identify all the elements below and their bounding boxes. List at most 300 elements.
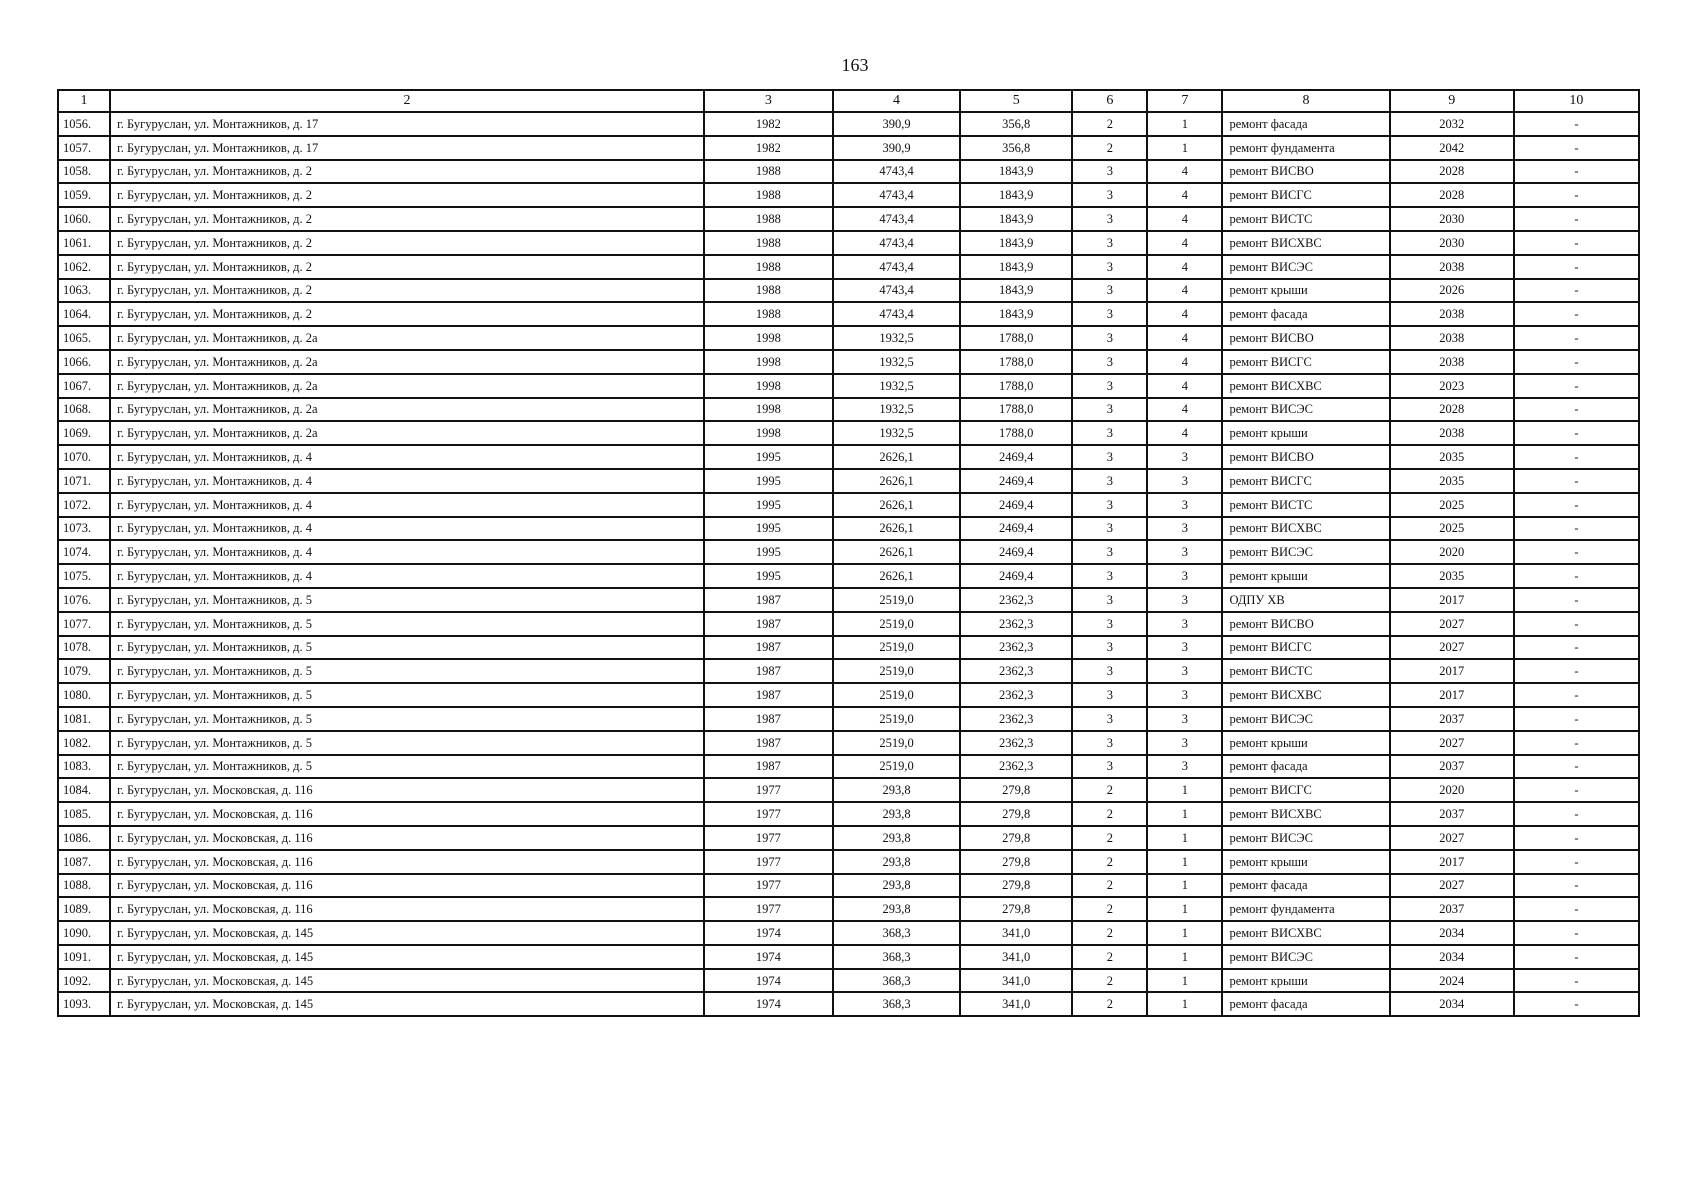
row-number-cell: 1092. <box>58 969 110 993</box>
table-row <box>58 921 1639 945</box>
year-built-cell: 1995 <box>704 493 833 517</box>
table-row <box>58 207 1639 231</box>
year-built-cell: 1988 <box>704 183 833 207</box>
living-area-cell: 2362,3 <box>960 659 1072 683</box>
address-cell: г. Бугуруслан, ул. Монтажников, д. 2а <box>110 421 704 445</box>
year-built-cell: 1995 <box>704 517 833 541</box>
living-area-cell: 2469,4 <box>960 493 1072 517</box>
planned-year-cell: 2028 <box>1390 398 1514 422</box>
row-number-cell: 1063. <box>58 279 110 303</box>
planned-year-cell: 2025 <box>1390 517 1514 541</box>
planned-year-cell: 2027 <box>1390 826 1514 850</box>
total-area-cell: 1932,5 <box>833 350 960 374</box>
row-number-cell: 1059. <box>58 183 110 207</box>
cost-cell: - <box>1514 969 1639 993</box>
year-built-cell: 1995 <box>704 540 833 564</box>
table-row <box>58 160 1639 184</box>
floors-cell: 3 <box>1072 493 1147 517</box>
planned-year-cell: 2038 <box>1390 326 1514 350</box>
table-row <box>58 231 1639 255</box>
row-number-cell: 1087. <box>58 850 110 874</box>
year-built-cell: 1977 <box>704 850 833 874</box>
table-row <box>58 136 1639 160</box>
table-row <box>58 850 1639 874</box>
planned-year-cell: 2042 <box>1390 136 1514 160</box>
row-number-cell: 1071. <box>58 469 110 493</box>
entrances-cell: 1 <box>1147 112 1222 136</box>
work-type-cell: ремонт ВИСЭС <box>1222 707 1389 731</box>
address-cell: г. Бугуруслан, ул. Монтажников, д. 5 <box>110 707 704 731</box>
living-area-cell: 279,8 <box>960 897 1072 921</box>
living-area-cell: 279,8 <box>960 874 1072 898</box>
cost-cell: - <box>1514 493 1639 517</box>
table-row <box>58 945 1639 969</box>
table-row <box>58 255 1639 279</box>
table-row <box>58 493 1639 517</box>
living-area-cell: 2362,3 <box>960 683 1072 707</box>
total-area-cell: 2626,1 <box>833 517 960 541</box>
living-area-cell: 2362,3 <box>960 636 1072 660</box>
planned-year-cell: 2017 <box>1390 588 1514 612</box>
total-area-cell: 4743,4 <box>833 302 960 326</box>
address-cell: г. Бугуруслан, ул. Монтажников, д. 5 <box>110 636 704 660</box>
living-area-cell: 1788,0 <box>960 421 1072 445</box>
work-type-cell: ремонт фасада <box>1222 302 1389 326</box>
work-type-cell: ремонт ВИСТС <box>1222 493 1389 517</box>
floors-cell: 2 <box>1072 136 1147 160</box>
column-header: 5 <box>960 90 1072 112</box>
work-type-cell: ремонт ВИСГС <box>1222 350 1389 374</box>
total-area-cell: 2519,0 <box>833 588 960 612</box>
row-number-cell: 1058. <box>58 160 110 184</box>
total-area-cell: 2519,0 <box>833 731 960 755</box>
entrances-cell: 4 <box>1147 160 1222 184</box>
cost-cell: - <box>1514 374 1639 398</box>
entrances-cell: 1 <box>1147 992 1222 1016</box>
table-row <box>58 421 1639 445</box>
total-area-cell: 293,8 <box>833 897 960 921</box>
cost-cell: - <box>1514 992 1639 1016</box>
entrances-cell: 3 <box>1147 755 1222 779</box>
total-area-cell: 293,8 <box>833 850 960 874</box>
table-row <box>58 897 1639 921</box>
address-cell: г. Бугуруслан, ул. Московская, д. 145 <box>110 945 704 969</box>
floors-cell: 2 <box>1072 921 1147 945</box>
row-number-cell: 1069. <box>58 421 110 445</box>
planned-year-cell: 2027 <box>1390 612 1514 636</box>
cost-cell: - <box>1514 564 1639 588</box>
work-type-cell: ремонт ВИСТС <box>1222 659 1389 683</box>
row-number-cell: 1077. <box>58 612 110 636</box>
living-area-cell: 2362,3 <box>960 755 1072 779</box>
entrances-cell: 3 <box>1147 469 1222 493</box>
cost-cell: - <box>1514 350 1639 374</box>
living-area-cell: 1843,9 <box>960 183 1072 207</box>
year-built-cell: 1995 <box>704 445 833 469</box>
entrances-cell: 3 <box>1147 707 1222 731</box>
entrances-cell: 4 <box>1147 255 1222 279</box>
living-area-cell: 341,0 <box>960 945 1072 969</box>
floors-cell: 2 <box>1072 969 1147 993</box>
address-cell: г. Бугуруслан, ул. Монтажников, д. 4 <box>110 517 704 541</box>
living-area-cell: 2469,4 <box>960 469 1072 493</box>
planned-year-cell: 2027 <box>1390 874 1514 898</box>
floors-cell: 3 <box>1072 231 1147 255</box>
planned-year-cell: 2028 <box>1390 183 1514 207</box>
total-area-cell: 1932,5 <box>833 326 960 350</box>
entrances-cell: 1 <box>1147 921 1222 945</box>
year-built-cell: 1987 <box>704 612 833 636</box>
work-type-cell: ремонт фундамента <box>1222 136 1389 160</box>
cost-cell: - <box>1514 850 1639 874</box>
year-built-cell: 1977 <box>704 826 833 850</box>
planned-year-cell: 2035 <box>1390 469 1514 493</box>
floors-cell: 3 <box>1072 302 1147 326</box>
work-type-cell: ремонт крыши <box>1222 421 1389 445</box>
entrances-cell: 3 <box>1147 636 1222 660</box>
address-cell: г. Бугуруслан, ул. Монтажников, д. 4 <box>110 564 704 588</box>
total-area-cell: 2626,1 <box>833 445 960 469</box>
cost-cell: - <box>1514 731 1639 755</box>
living-area-cell: 279,8 <box>960 802 1072 826</box>
year-built-cell: 1988 <box>704 255 833 279</box>
cost-cell: - <box>1514 421 1639 445</box>
column-header: 6 <box>1072 90 1147 112</box>
work-type-cell: ремонт ВИСГС <box>1222 183 1389 207</box>
living-area-cell: 1843,9 <box>960 302 1072 326</box>
planned-year-cell: 2025 <box>1390 493 1514 517</box>
table-row <box>58 398 1639 422</box>
year-built-cell: 1977 <box>704 778 833 802</box>
row-number-cell: 1065. <box>58 326 110 350</box>
work-type-cell: ремонт ВИСХВС <box>1222 517 1389 541</box>
work-type-cell: ремонт ВИСГС <box>1222 778 1389 802</box>
cost-cell: - <box>1514 112 1639 136</box>
entrances-cell: 3 <box>1147 612 1222 636</box>
floors-cell: 3 <box>1072 731 1147 755</box>
year-built-cell: 1995 <box>704 564 833 588</box>
column-header: 8 <box>1222 90 1389 112</box>
work-type-cell: ремонт фасада <box>1222 755 1389 779</box>
row-number-cell: 1066. <box>58 350 110 374</box>
cost-cell: - <box>1514 517 1639 541</box>
year-built-cell: 1987 <box>704 707 833 731</box>
table-row <box>58 112 1639 136</box>
total-area-cell: 4743,4 <box>833 279 960 303</box>
planned-year-cell: 2034 <box>1390 992 1514 1016</box>
work-type-cell: ремонт ВИСЭС <box>1222 826 1389 850</box>
row-number-cell: 1084. <box>58 778 110 802</box>
work-type-cell: ремонт крыши <box>1222 279 1389 303</box>
living-area-cell: 2469,4 <box>960 445 1072 469</box>
living-area-cell: 2469,4 <box>960 564 1072 588</box>
planned-year-cell: 2038 <box>1390 302 1514 326</box>
row-number-cell: 1085. <box>58 802 110 826</box>
total-area-cell: 2626,1 <box>833 469 960 493</box>
floors-cell: 3 <box>1072 517 1147 541</box>
row-number-cell: 1091. <box>58 945 110 969</box>
year-built-cell: 1988 <box>704 279 833 303</box>
total-area-cell: 2626,1 <box>833 564 960 588</box>
column-header: 3 <box>704 90 833 112</box>
living-area-cell: 356,8 <box>960 136 1072 160</box>
year-built-cell: 1974 <box>704 921 833 945</box>
table-body <box>58 112 1639 1016</box>
work-type-cell: ремонт крыши <box>1222 731 1389 755</box>
total-area-cell: 2626,1 <box>833 540 960 564</box>
cost-cell: - <box>1514 802 1639 826</box>
work-type-cell: ОДПУ ХВ <box>1222 588 1389 612</box>
row-number-cell: 1060. <box>58 207 110 231</box>
living-area-cell: 279,8 <box>960 778 1072 802</box>
floors-cell: 2 <box>1072 945 1147 969</box>
entrances-cell: 4 <box>1147 398 1222 422</box>
table-row <box>58 517 1639 541</box>
total-area-cell: 293,8 <box>833 826 960 850</box>
work-type-cell: ремонт ВИСВО <box>1222 612 1389 636</box>
living-area-cell: 279,8 <box>960 826 1072 850</box>
row-number-cell: 1068. <box>58 398 110 422</box>
table-row <box>58 374 1639 398</box>
cost-cell: - <box>1514 778 1639 802</box>
table-row <box>58 683 1639 707</box>
floors-cell: 2 <box>1072 112 1147 136</box>
floors-cell: 2 <box>1072 826 1147 850</box>
address-cell: г. Бугуруслан, ул. Московская, д. 145 <box>110 992 704 1016</box>
address-cell: г. Бугуруслан, ул. Московская, д. 116 <box>110 874 704 898</box>
entrances-cell: 1 <box>1147 826 1222 850</box>
floors-cell: 3 <box>1072 183 1147 207</box>
row-number-cell: 1080. <box>58 683 110 707</box>
total-area-cell: 390,9 <box>833 136 960 160</box>
planned-year-cell: 2030 <box>1390 207 1514 231</box>
planned-year-cell: 2027 <box>1390 731 1514 755</box>
year-built-cell: 1977 <box>704 874 833 898</box>
work-type-cell: ремонт ВИСВО <box>1222 160 1389 184</box>
planned-year-cell: 2038 <box>1390 350 1514 374</box>
total-area-cell: 4743,4 <box>833 255 960 279</box>
planned-year-cell: 2024 <box>1390 969 1514 993</box>
living-area-cell: 341,0 <box>960 921 1072 945</box>
work-type-cell: ремонт фасада <box>1222 112 1389 136</box>
floors-cell: 3 <box>1072 564 1147 588</box>
planned-year-cell: 2032 <box>1390 112 1514 136</box>
table-row <box>58 279 1639 303</box>
address-cell: г. Бугуруслан, ул. Монтажников, д. 2 <box>110 231 704 255</box>
living-area-cell: 1843,9 <box>960 255 1072 279</box>
year-built-cell: 1988 <box>704 207 833 231</box>
cost-cell: - <box>1514 921 1639 945</box>
living-area-cell: 1843,9 <box>960 279 1072 303</box>
work-type-cell: ремонт ВИСХВС <box>1222 231 1389 255</box>
living-area-cell: 2469,4 <box>960 517 1072 541</box>
entrances-cell: 1 <box>1147 850 1222 874</box>
row-number-cell: 1074. <box>58 540 110 564</box>
year-built-cell: 1998 <box>704 421 833 445</box>
cost-cell: - <box>1514 826 1639 850</box>
row-number-cell: 1064. <box>58 302 110 326</box>
year-built-cell: 1998 <box>704 350 833 374</box>
planned-year-cell: 2030 <box>1390 231 1514 255</box>
work-type-cell: ремонт ВИСЭС <box>1222 540 1389 564</box>
address-cell: г. Бугуруслан, ул. Монтажников, д. 2а <box>110 374 704 398</box>
row-number-cell: 1081. <box>58 707 110 731</box>
table-row <box>58 778 1639 802</box>
floors-cell: 3 <box>1072 755 1147 779</box>
floors-cell: 3 <box>1072 636 1147 660</box>
floors-cell: 2 <box>1072 850 1147 874</box>
total-area-cell: 293,8 <box>833 778 960 802</box>
table-row <box>58 183 1639 207</box>
row-number-cell: 1088. <box>58 874 110 898</box>
cost-cell: - <box>1514 231 1639 255</box>
entrances-cell: 4 <box>1147 302 1222 326</box>
planned-year-cell: 2027 <box>1390 636 1514 660</box>
row-number-cell: 1061. <box>58 231 110 255</box>
floors-cell: 3 <box>1072 469 1147 493</box>
address-cell: г. Бугуруслан, ул. Монтажников, д. 4 <box>110 540 704 564</box>
table-row <box>58 992 1639 1016</box>
address-cell: г. Бугуруслан, ул. Монтажников, д. 17 <box>110 112 704 136</box>
table-row <box>58 302 1639 326</box>
total-area-cell: 4743,4 <box>833 160 960 184</box>
year-built-cell: 1987 <box>704 731 833 755</box>
address-cell: г. Бугуруслан, ул. Монтажников, д. 4 <box>110 493 704 517</box>
floors-cell: 3 <box>1072 659 1147 683</box>
living-area-cell: 341,0 <box>960 992 1072 1016</box>
total-area-cell: 2626,1 <box>833 493 960 517</box>
cost-cell: - <box>1514 279 1639 303</box>
row-number-cell: 1090. <box>58 921 110 945</box>
total-area-cell: 2519,0 <box>833 683 960 707</box>
planned-year-cell: 2037 <box>1390 897 1514 921</box>
total-area-cell: 2519,0 <box>833 612 960 636</box>
column-header: 10 <box>1514 90 1639 112</box>
address-cell: г. Бугуруслан, ул. Монтажников, д. 2 <box>110 279 704 303</box>
planned-year-cell: 2037 <box>1390 707 1514 731</box>
table-row <box>58 755 1639 779</box>
year-built-cell: 1998 <box>704 398 833 422</box>
year-built-cell: 1998 <box>704 326 833 350</box>
work-type-cell: ремонт ВИСХВС <box>1222 921 1389 945</box>
living-area-cell: 2362,3 <box>960 612 1072 636</box>
table-row <box>58 540 1639 564</box>
row-number-cell: 1057. <box>58 136 110 160</box>
entrances-cell: 3 <box>1147 445 1222 469</box>
cost-cell: - <box>1514 874 1639 898</box>
living-area-cell: 1788,0 <box>960 398 1072 422</box>
cost-cell: - <box>1514 469 1639 493</box>
year-built-cell: 1998 <box>704 374 833 398</box>
entrances-cell: 1 <box>1147 136 1222 160</box>
floors-cell: 3 <box>1072 445 1147 469</box>
entrances-cell: 3 <box>1147 659 1222 683</box>
column-header: 1 <box>58 90 110 112</box>
cost-cell: - <box>1514 445 1639 469</box>
cost-cell: - <box>1514 207 1639 231</box>
entrances-cell: 1 <box>1147 874 1222 898</box>
entrances-cell: 4 <box>1147 279 1222 303</box>
column-header: 2 <box>110 90 704 112</box>
year-built-cell: 1974 <box>704 969 833 993</box>
cost-cell: - <box>1514 612 1639 636</box>
work-type-cell: ремонт ВИСТС <box>1222 207 1389 231</box>
row-number-cell: 1076. <box>58 588 110 612</box>
entrances-cell: 3 <box>1147 540 1222 564</box>
total-area-cell: 368,3 <box>833 992 960 1016</box>
year-built-cell: 1987 <box>704 683 833 707</box>
row-number-cell: 1082. <box>58 731 110 755</box>
total-area-cell: 2519,0 <box>833 659 960 683</box>
work-type-cell: ремонт ВИСЭС <box>1222 398 1389 422</box>
year-built-cell: 1977 <box>704 802 833 826</box>
entrances-cell: 3 <box>1147 493 1222 517</box>
table-row <box>58 636 1639 660</box>
address-cell: г. Бугуруслан, ул. Монтажников, д. 2а <box>110 398 704 422</box>
work-type-cell: ремонт крыши <box>1222 564 1389 588</box>
living-area-cell: 1843,9 <box>960 207 1072 231</box>
total-area-cell: 390,9 <box>833 112 960 136</box>
work-type-cell: ремонт ВИСХВС <box>1222 683 1389 707</box>
living-area-cell: 2469,4 <box>960 540 1072 564</box>
planned-year-cell: 2037 <box>1390 755 1514 779</box>
planned-year-cell: 2028 <box>1390 160 1514 184</box>
entrances-cell: 4 <box>1147 350 1222 374</box>
planned-year-cell: 2034 <box>1390 945 1514 969</box>
entrances-cell: 1 <box>1147 897 1222 921</box>
year-built-cell: 1982 <box>704 112 833 136</box>
work-type-cell: ремонт ВИСВО <box>1222 445 1389 469</box>
planned-year-cell: 2038 <box>1390 255 1514 279</box>
year-built-cell: 1982 <box>704 136 833 160</box>
row-number-cell: 1083. <box>58 755 110 779</box>
living-area-cell: 1843,9 <box>960 231 1072 255</box>
year-built-cell: 1987 <box>704 659 833 683</box>
row-number-cell: 1067. <box>58 374 110 398</box>
address-cell: г. Бугуруслан, ул. Монтажников, д. 2 <box>110 207 704 231</box>
total-area-cell: 2519,0 <box>833 707 960 731</box>
planned-year-cell: 2026 <box>1390 279 1514 303</box>
entrances-cell: 1 <box>1147 969 1222 993</box>
row-number-cell: 1073. <box>58 517 110 541</box>
row-number-cell: 1089. <box>58 897 110 921</box>
cost-cell: - <box>1514 755 1639 779</box>
work-type-cell: ремонт ВИСГС <box>1222 469 1389 493</box>
table-header-row <box>58 90 1639 112</box>
planned-year-cell: 2038 <box>1390 421 1514 445</box>
table-row <box>58 564 1639 588</box>
total-area-cell: 368,3 <box>833 921 960 945</box>
total-area-cell: 1932,5 <box>833 398 960 422</box>
entrances-cell: 1 <box>1147 802 1222 826</box>
address-cell: г. Бугуруслан, ул. Московская, д. 116 <box>110 778 704 802</box>
row-number-cell: 1079. <box>58 659 110 683</box>
cost-cell: - <box>1514 302 1639 326</box>
address-cell: г. Бугуруслан, ул. Монтажников, д. 4 <box>110 445 704 469</box>
year-built-cell: 1988 <box>704 302 833 326</box>
table-row <box>58 469 1639 493</box>
living-area-cell: 2362,3 <box>960 731 1072 755</box>
floors-cell: 3 <box>1072 279 1147 303</box>
planned-year-cell: 2023 <box>1390 374 1514 398</box>
address-cell: г. Бугуруслан, ул. Монтажников, д. 2 <box>110 302 704 326</box>
work-type-cell: ремонт ВИСВО <box>1222 326 1389 350</box>
entrances-cell: 3 <box>1147 731 1222 755</box>
work-type-cell: ремонт фундамента <box>1222 897 1389 921</box>
table-row <box>58 445 1639 469</box>
floors-cell: 3 <box>1072 374 1147 398</box>
table-row <box>58 874 1639 898</box>
